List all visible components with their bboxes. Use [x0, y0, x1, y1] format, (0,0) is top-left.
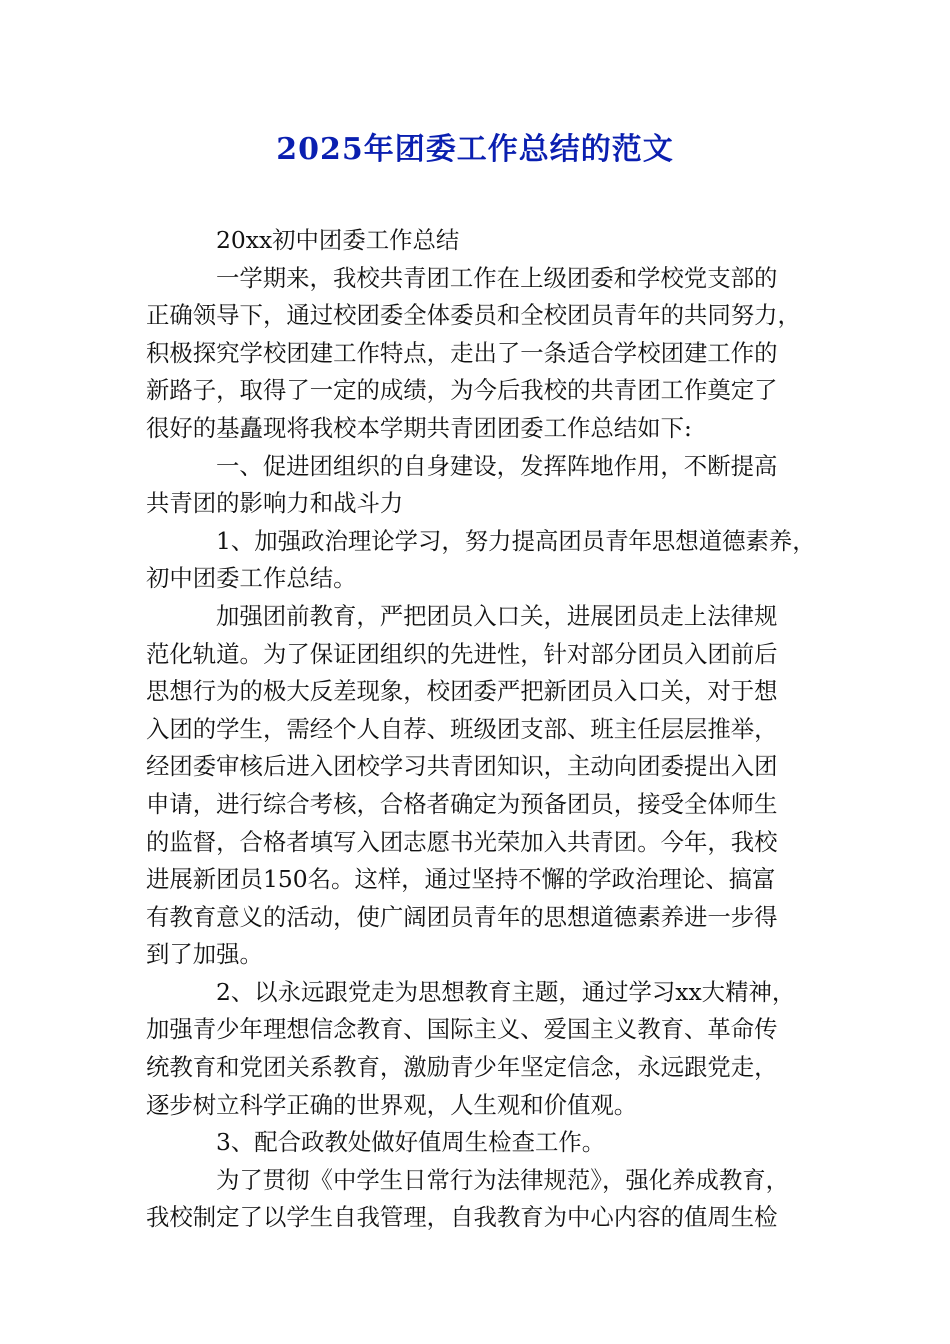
text-line: 2、以永远跟党走为思想教育主题，通过学习xx大精神， [216, 977, 796, 1006]
text-line: 有教育意义的活动，使广阔团员青年的思想道德素养进一步得 [146, 902, 778, 931]
text-line: 一、促进团组织的自身建设，发挥阵地作用，不断提高 [216, 451, 778, 480]
text-line: 思想行为的极大反差现象，校团委严把新团员入口关，对于想 [146, 677, 778, 706]
text-line: 20xx初中团委工作总结 [216, 226, 460, 254]
text-line: 到了加强。 [146, 940, 263, 969]
text-line: 初中团委工作总结。 [146, 564, 357, 593]
document-body [146, 222, 816, 1237]
text-line: 加强团前教育，严把团员入口关，进展团员走上法律规 [216, 601, 778, 630]
text-line: 新路子，取得了一定的成绩，为今后我校的共青团工作奠定了 [146, 376, 778, 405]
text-line: 的监督，合格者填写入团志愿书光荣加入共青团。今年，我校 [146, 827, 778, 856]
document-title: 2025年团委工作总结的范文 [276, 132, 674, 167]
text-line: 正确领导下，通过校团委全体委员和全校团员青年的共同努力， [146, 301, 801, 330]
text-line: 进展新团员150名。这样，通过坚持不懈的学政治理论、搞富 [146, 865, 776, 894]
text-line: 经团委审核后进入团校学习共青团知识，主动向团委提出入团 [146, 752, 778, 781]
text-line: 一学期来，我校共青团工作在上级团委和学校党支部的 [216, 263, 778, 292]
text-line: 3、配合政教处做好值周生检查工作。 [216, 1128, 606, 1157]
text-line: 很好的基矗现将我校本学期共青团团委工作总结如下: [146, 413, 692, 442]
text-line: 1、加强政治理论学习，努力提高团员青年思想道德素养， [216, 526, 816, 555]
text-line: 加强青少年理想信念教育、国际主义、爱国主义教育、革命传 [146, 1015, 778, 1044]
text-line: 申请，进行综合考核，合格者确定为预备团员，接受全体师生 [146, 789, 778, 818]
text-line: 共青团的影响力和战斗力 [146, 489, 404, 518]
text-line: 逐步树立科学正确的世界观，人生观和价值观。 [146, 1090, 638, 1119]
text-line: 我校制定了以学生自我管理，自我教育为中心内容的值周生检 [146, 1203, 778, 1232]
text-line: 范化轨道。为了保证团组织的先进性，针对部分团员入团前后 [146, 639, 778, 668]
text-line: 积极探究学校团建工作特点，走出了一条适合学校团建工作的 [146, 338, 778, 367]
text-line: 统教育和党团关系教育，激励青少年坚定信念，永远跟党走， [146, 1053, 778, 1082]
text-line: 为了贯彻《中学生日常行为法律规范》，强化养成教育， [216, 1165, 790, 1194]
text-line: 入团的学生，需经个人自荐、班级团支部、班主任层层推举， [146, 714, 778, 743]
